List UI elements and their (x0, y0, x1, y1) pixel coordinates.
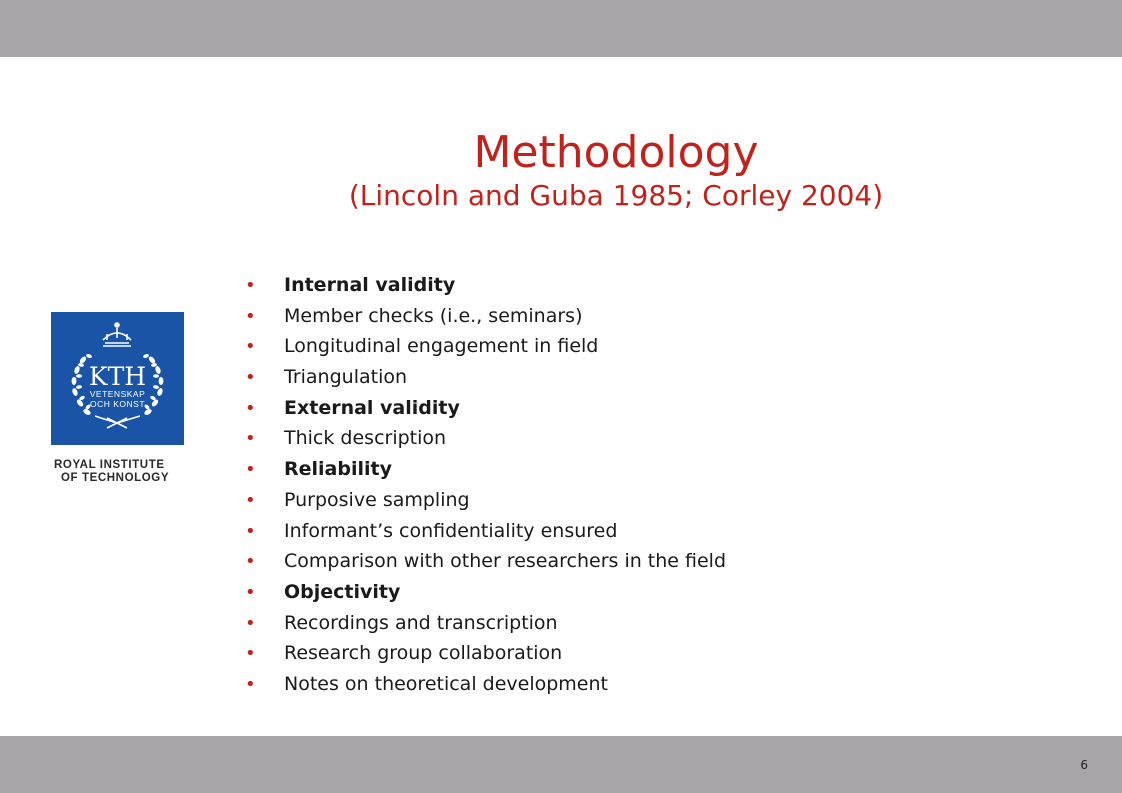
bullet-list (245, 270, 726, 700)
bullet-icon: • (245, 612, 256, 634)
list-item (245, 577, 726, 608)
list-item-text: Comparison with other researchers in the field (284, 550, 727, 573)
list-item (245, 608, 726, 639)
list-item-text: Member checks (i.e., seminars) (284, 304, 583, 327)
list-item (245, 546, 726, 577)
list-item-text: Triangulation (284, 366, 408, 389)
bullet-icon: • (245, 673, 256, 695)
list-item-text: Objectivity (284, 580, 401, 603)
list-item-text: Longitudinal engagement in field (284, 335, 599, 358)
bullet-icon: • (245, 305, 256, 327)
list-item-text: Internal validity (284, 274, 456, 296)
title-block (0, 128, 1122, 214)
list-item (245, 331, 726, 362)
emblem-line2-text: OCH KONST (89, 399, 146, 409)
list-item (245, 454, 726, 485)
kth-logo (51, 312, 184, 445)
list-item-text: Notes on theoretical development (284, 672, 608, 695)
bullet-icon: • (245, 489, 256, 511)
bottom-bar (0, 736, 1122, 793)
list-item (245, 516, 726, 547)
kth-emblem-icon (51, 312, 184, 445)
bullet-icon: • (245, 336, 256, 358)
top-bar (0, 0, 1122, 57)
list-item (245, 301, 726, 332)
bullet-icon: • (245, 459, 256, 481)
list-item (245, 393, 726, 424)
page-subtitle: (Lincoln and Guba 1985; Corley 2004) (348, 179, 884, 212)
list-item-text: Reliability (284, 458, 392, 481)
list-item-text: Recordings and transcription (284, 611, 558, 634)
list-item (245, 638, 726, 669)
logo-caption-line2: OF TECHNOLOGY (61, 472, 170, 484)
bullet-icon: • (245, 367, 256, 389)
emblem-line1-text: VETENSKAP (89, 389, 146, 399)
bullet-icon: • (245, 428, 256, 450)
list-item-text: Purposive sampling (284, 488, 470, 511)
list-item-text: Research group collaboration (284, 642, 563, 665)
logo-caption (51, 459, 191, 485)
list-item (245, 485, 726, 516)
list-item-text: External validity (284, 396, 460, 419)
list-item (245, 423, 726, 454)
page-title: Methodology (473, 127, 759, 178)
list-item (245, 270, 726, 301)
logo-caption-line1: ROYAL INSTITUTE (54, 459, 165, 471)
list-item-text: Thick description (284, 427, 447, 450)
list-item-text: Informant’s confidentiality ensured (284, 519, 618, 542)
list-item (245, 362, 726, 393)
bullet-icon: • (245, 397, 256, 419)
bullet-icon: • (245, 581, 256, 603)
list-item (245, 669, 726, 700)
bullet-icon: • (245, 520, 256, 542)
bullet-icon: • (245, 551, 256, 573)
page-number: 6 (1080, 758, 1088, 772)
bullet-icon: • (245, 275, 256, 296)
emblem-kth-text: KTH (88, 362, 147, 391)
bullet-icon: • (245, 643, 256, 665)
